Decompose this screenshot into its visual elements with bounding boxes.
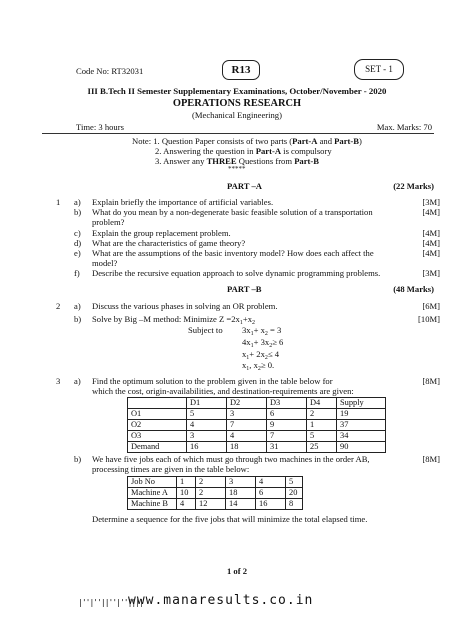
part-b-title: PART –B <box>227 284 262 294</box>
table-cell: 90 <box>337 442 386 453</box>
table-cell: 5 <box>187 409 227 420</box>
table-row <box>128 499 303 510</box>
q3b-text-1: We have five jobs each of which must go through two machines in the order AB, <box>92 454 370 464</box>
table-cell <box>128 398 187 409</box>
branch-name: (Mechanical Engineering) <box>192 110 282 120</box>
table-cell: Machine B <box>128 499 177 510</box>
q3a-marks: [8M] <box>422 376 440 386</box>
table-cell: 4 <box>227 431 267 442</box>
q1b-label: b) <box>74 207 82 217</box>
table-cell: 2 <box>196 477 226 488</box>
table-row <box>128 442 386 453</box>
exam-time: Time: 3 hours <box>76 122 124 132</box>
q1b-marks: [4M] <box>422 207 440 217</box>
note-3: 3. Answer any THREE Questions from Part-B <box>155 156 320 166</box>
q1a-marks: [3M] <box>422 197 440 207</box>
q2b-constraint-3: $x_1+ 2x_2\le 4$ <box>242 349 280 361</box>
table-row <box>128 409 386 420</box>
table-cell: 4 <box>187 420 227 431</box>
q2b-constraint-4: $x_1$, $x_2\ge 0$. <box>242 360 275 372</box>
q3a-text-2: which the cost, origin-availabilities, and destination-requirements are given: <box>92 386 354 396</box>
table-cell: D1 <box>187 398 227 409</box>
table-cell: O1 <box>128 409 187 420</box>
table-cell: Machine A <box>128 488 177 499</box>
table-cell: 5 <box>286 477 303 488</box>
question-1-number: 1 <box>56 197 61 207</box>
subject-title: OPERATIONS RESEARCH <box>172 98 302 109</box>
barcode: |''|''||''|''|||| <box>78 598 143 607</box>
table-cell: 31 <box>267 442 307 453</box>
table-row <box>128 431 386 442</box>
table-cell: 3 <box>227 409 267 420</box>
table-cell: 7 <box>267 431 307 442</box>
job-sequencing-table <box>127 476 303 510</box>
q1b-text-cont: problem? <box>92 217 125 227</box>
table-cell: 14 <box>226 499 256 510</box>
table-cell: 6 <box>256 488 286 499</box>
table-cell: 3 <box>187 431 227 442</box>
table-cell: 34 <box>337 431 386 442</box>
table-cell: 1 <box>177 477 196 488</box>
q2b-subject-to: Subject to <box>188 325 223 335</box>
table-cell: 2 <box>196 488 226 499</box>
regulation-badge: R13 <box>222 60 260 80</box>
table-cell: 4 <box>177 499 196 510</box>
table-cell: 18 <box>226 488 256 499</box>
q2b-constraint-1: $3x_1+ x_2 = 3$ <box>242 325 282 337</box>
q1c-marks: [4M] <box>422 228 440 238</box>
table-cell: 8 <box>286 499 303 510</box>
q1c-label: c) <box>74 228 81 238</box>
q1a-label: a) <box>74 197 81 207</box>
page-number: 1 of 2 <box>226 566 248 576</box>
table-header-row <box>128 398 386 409</box>
table-cell: 20 <box>286 488 303 499</box>
part-a-title: PART –A <box>227 181 262 191</box>
part-b-marks: (48 Marks) <box>393 284 434 294</box>
table-cell: 37 <box>337 420 386 431</box>
q1e-label: e) <box>74 248 81 258</box>
table-cell: 1 <box>307 420 337 431</box>
q3b-marks: [8M] <box>422 454 440 464</box>
table-cell: 3 <box>226 477 256 488</box>
q1f-label: f) <box>74 268 80 278</box>
header-divider <box>42 133 434 134</box>
q2b-marks: [10M] <box>418 314 440 324</box>
table-cell: 4 <box>256 477 286 488</box>
q3b-text-2: processing times are given in the table below: <box>92 464 250 474</box>
table-cell: 10 <box>177 488 196 499</box>
q2a-text: Discuss the various phases in solving an OR problem. <box>92 301 278 311</box>
table-cell: Supply <box>337 398 386 409</box>
table-cell: 12 <box>196 499 226 510</box>
q3a-label: a) <box>74 376 81 386</box>
q1c-text: Explain the group replacement problem. <box>92 228 231 238</box>
q2a-label: a) <box>74 301 81 311</box>
table-cell: 7 <box>227 420 267 431</box>
table-cell: D2 <box>227 398 267 409</box>
table-cell: 18 <box>227 442 267 453</box>
question-2-number: 2 <box>56 301 61 311</box>
q3a-text-1: Find the optimum solution to the problem given in the table below for <box>92 376 333 386</box>
table-row <box>128 477 303 488</box>
table-cell: 16 <box>187 442 227 453</box>
table-cell: 16 <box>256 499 286 510</box>
table-row <box>128 488 303 499</box>
q1e-text: What are the assumptions of the basic inventory model? How does each affect the <box>92 248 374 258</box>
table-cell: D3 <box>267 398 307 409</box>
q3b-text-3: Determine a sequence for the five jobs that will minimize the total elapsed time. <box>92 514 368 524</box>
q1b-text: What do you mean by a non-degenerate basic feasible solution of a transportation <box>92 207 373 217</box>
max-marks: Max. Marks: 70 <box>376 122 432 132</box>
note-1: Note: 1. Question Paper consists of two parts (Part-A and Part-B) <box>132 136 362 146</box>
q2b-constraint-2: $4x_1+ 3x_2\ge 6$ <box>242 337 284 349</box>
q1e-marks: [4M] <box>422 248 440 258</box>
code-number: Code No: RT32031 <box>76 66 144 76</box>
table-cell: 25 <box>307 442 337 453</box>
table-cell: D4 <box>307 398 337 409</box>
table-cell: Job No <box>128 477 177 488</box>
footer-url-link[interactable]: www.manaresults.co.in <box>128 593 314 608</box>
q3b-label: b) <box>74 454 82 464</box>
note-2: 2. Answering the question in Part-A is compulsory <box>155 146 332 156</box>
q1a-text: Explain briefly the importance of artificial variables. <box>92 197 274 207</box>
note-stars: ***** <box>228 165 246 173</box>
q1f-marks: [3M] <box>422 268 440 278</box>
q2b-label: b) <box>74 314 82 324</box>
q1e-text-cont: model? <box>92 258 118 268</box>
part-a-marks: (22 Marks) <box>393 181 434 191</box>
table-cell: O3 <box>128 431 187 442</box>
table-row <box>128 420 386 431</box>
table-cell: 9 <box>267 420 307 431</box>
table-cell: 6 <box>267 409 307 420</box>
q1d-marks: [4M] <box>422 238 440 248</box>
table-cell: Demand <box>128 442 187 453</box>
table-cell: 5 <box>307 431 337 442</box>
question-3-number: 3 <box>56 376 61 386</box>
exam-title: III B.Tech II Semester Supplementary Examinations, October/November - 2020 <box>87 86 387 96</box>
q1f-text: Describe the recursive equation approach to solve dynamic programming problems. <box>92 268 381 278</box>
table-cell: 19 <box>337 409 386 420</box>
q1d-text: What are the characteristics of game theory? <box>92 238 246 248</box>
table-cell: 2 <box>307 409 337 420</box>
transportation-table <box>127 397 386 453</box>
q2b-objective: Solve by Big –M method: Minimize $Z =2x_1+x_2$ <box>92 314 255 326</box>
q2a-marks: [6M] <box>422 301 440 311</box>
table-cell: O2 <box>128 420 187 431</box>
set-badge: SET - 1 <box>354 59 404 80</box>
q1d-label: d) <box>74 238 82 248</box>
